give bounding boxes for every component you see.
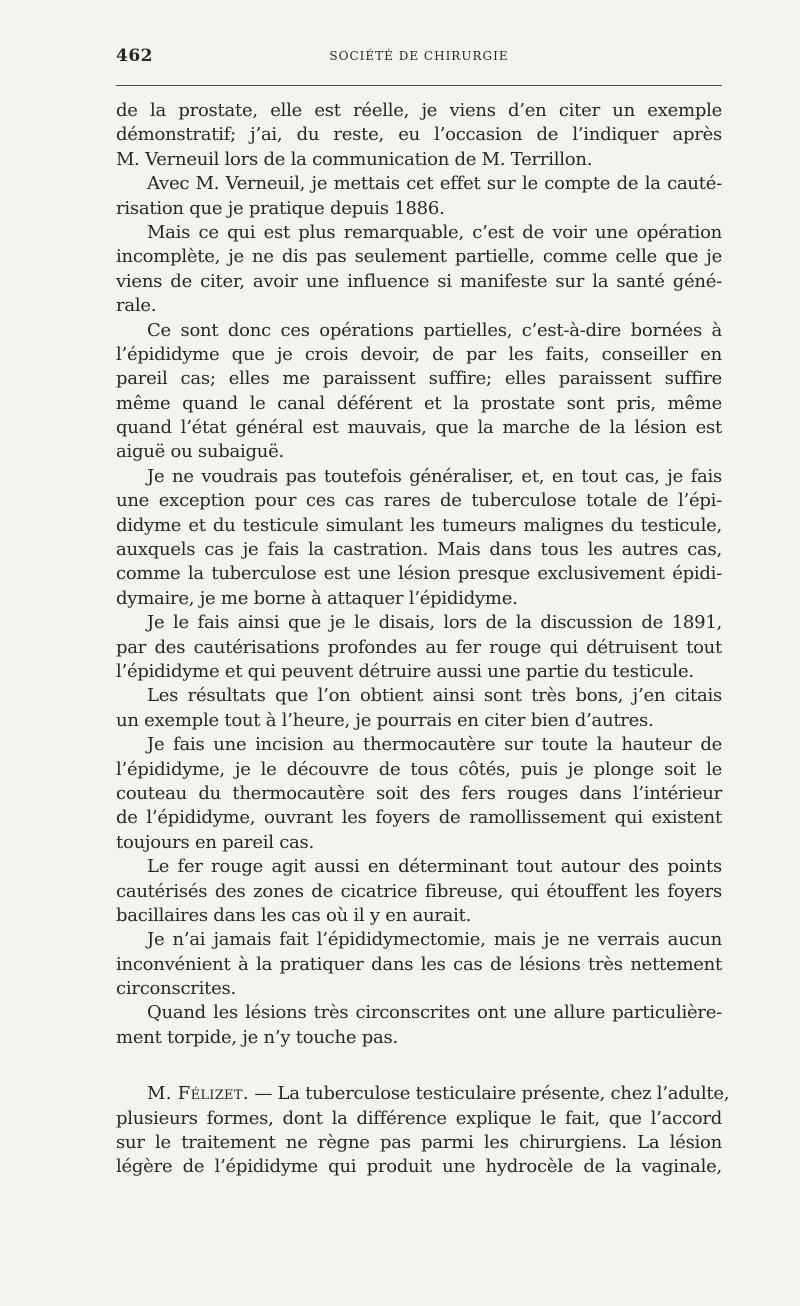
paragraph <box>116 319 722 465</box>
paragraph <box>116 611 722 684</box>
text-line: l’épididyme, je le découvre de tous côtés, puis je plonge soit le <box>116 758 722 780</box>
text-line: pareil cas; elles me paraissent suffire; elles paraissent suffire <box>116 368 722 390</box>
text-line: Je le fais ainsi que je le disais, lors de la discussion de 1891, <box>147 612 722 634</box>
text-line: circonscrites. <box>116 978 236 1000</box>
text-line: quand l’état général est mauvais, que la marche de la lésion est <box>116 417 722 439</box>
text-line: Ce sont donc ces opérations partielles, c’est-à-dire bornées à <box>147 319 722 341</box>
text-line: auxquels cas je fais la castration. Mais dans tous les autres cas, <box>116 539 722 561</box>
text-line: comme la tuberculose est une lésion presque exclusivement épidi- <box>116 563 722 585</box>
text-line: une exception pour ces cas rares de tuberculose totale de l’épi- <box>116 490 722 512</box>
paragraph <box>116 221 722 319</box>
text-line: même quand le canal déférent et la prostate sont pris, même <box>116 392 722 414</box>
text-line: par des cautérisations profondes au fer rouge qui détruisent tout <box>116 636 722 658</box>
text-line: Les résultats que l’on obtient ainsi sont très bons, j’en citais <box>147 685 722 707</box>
text-line: ment torpide, je n’y touche pas. <box>116 1026 398 1048</box>
text-line: Je n’ai jamais fait l’épididymectomie, mais je ne verrais aucun <box>147 929 722 951</box>
text-line: l’épididyme et qui peuvent détruire aussi une partie du testicule. <box>116 660 694 682</box>
text-line: M. Verneuil lors de la communication de M. Terrillon. <box>116 148 593 170</box>
text-line: rale. <box>116 295 157 317</box>
text-line: viens de citer, avoir une influence si manifeste sur la santé géné- <box>116 270 722 292</box>
page-number: 462 <box>116 46 153 66</box>
text-line: risation que je pratique depuis 1886. <box>116 197 445 219</box>
paragraph <box>116 99 722 172</box>
text-line <box>116 1082 730 1106</box>
page-header <box>116 46 722 68</box>
paragraph <box>116 465 722 611</box>
text-line: démonstratif; j’ai, du reste, eu l’occasion de l’indiquer après <box>116 124 722 146</box>
text-line: couteau du thermocautère soit des fers rouges dans l’intérieur <box>116 782 722 804</box>
paragraph <box>116 733 722 855</box>
text-line: Je ne voudrais pas toutefois généraliser, et, en tout cas, je fais <box>147 465 722 487</box>
text-line: toujours en pareil cas. <box>116 831 314 853</box>
text-line: Le fer rouge agit aussi en déterminant tout autour des points <box>147 856 722 878</box>
text-line: de l’épididyme, ouvrant les foyers de ramollissement qui existent <box>116 807 722 829</box>
paragraph <box>116 855 722 928</box>
closing-paragraph <box>116 1082 730 1180</box>
paragraph <box>116 684 722 733</box>
text-line: cautérisés des zones de cicatrice fibreuse, qui étouffent les foyers <box>116 880 722 902</box>
paragraph-gap <box>116 1050 722 1082</box>
text-line: Avec M. Verneuil, je mettais cet effet sur le compte de la cauté- <box>147 173 722 195</box>
text-line: plusieurs formes, dont la différence explique le fait, que l’accord <box>116 1107 722 1129</box>
text-line: dymaire, je me borne à attaquer l’épididyme. <box>116 587 518 609</box>
header-rule <box>116 85 722 86</box>
paragraph <box>116 172 722 221</box>
paragraph <box>116 928 722 1001</box>
speaker-line-text: — La tuberculose testiculaire présente, chez l’adulte, <box>248 1083 730 1105</box>
body-text <box>116 99 730 1180</box>
text-line: Mais ce qui est plus remarquable, c’est de voir une opération <box>147 221 722 243</box>
running-title: SOCIÉTÉ DE CHIRURGIE <box>329 49 509 63</box>
text-line: didyme et du testicule simulant les tumeurs malignes du testicule, <box>116 514 722 536</box>
text-line: Je fais une incision au thermocautère sur toute la hauteur de <box>147 734 722 756</box>
speaker-name: M. Félizet. <box>147 1083 249 1105</box>
text-line: inconvénient à la pratiquer dans les cas de lésions très nettement <box>116 953 722 975</box>
text-line: aiguë ou subaiguë. <box>116 441 284 463</box>
paragraph <box>116 1001 722 1050</box>
text-line: l’épididyme que je crois devoir, de par les faits, conseiller en <box>116 343 722 365</box>
text-line: légère de l’épididyme qui produit une hydrocèle de la vaginale, <box>116 1156 722 1178</box>
text-line: un exemple tout à l’heure, je pourrais en citer bien d’autres. <box>116 709 654 731</box>
text-line: incomplète, je ne dis pas seulement partielle, comme celle que je <box>116 246 722 268</box>
text-line: sur le traitement ne règne pas parmi les chirurgiens. La lésion <box>116 1132 722 1154</box>
text-line: de la prostate, elle est réelle, je viens d’en citer un exemple <box>116 100 722 121</box>
text-line: Quand les lésions très circonscrites ont une allure particulière- <box>147 1002 722 1024</box>
text-line: bacillaires dans les cas où il y en aurait. <box>116 904 472 926</box>
